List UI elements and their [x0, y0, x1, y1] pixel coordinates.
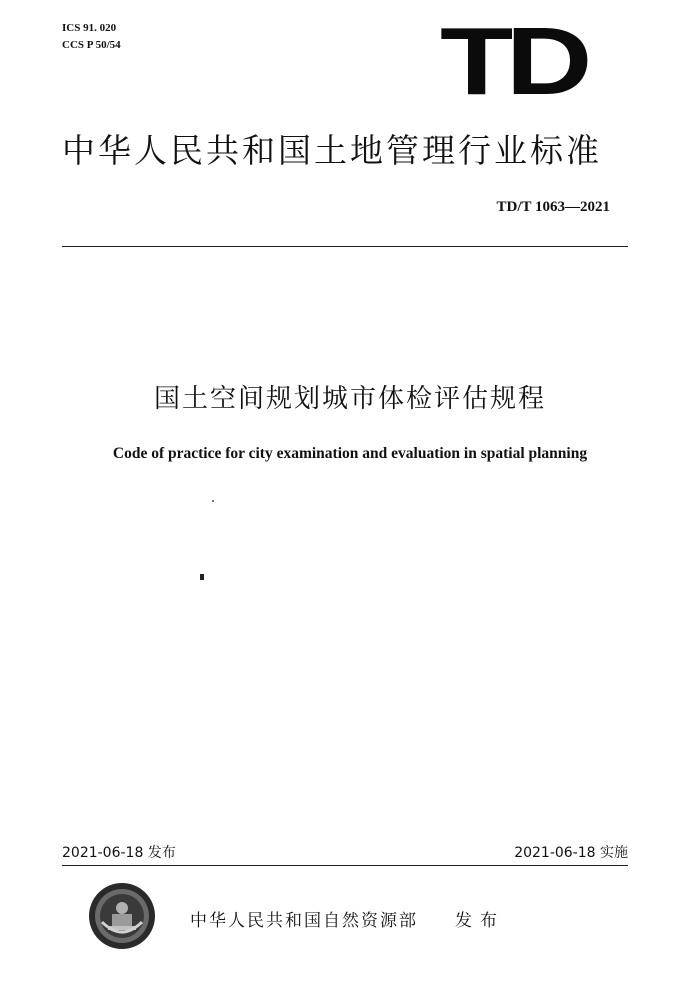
- scan-speck: [200, 574, 204, 580]
- issue-label: 发布: [455, 911, 505, 931]
- issue-date: 2021-06-18 发布: [62, 845, 176, 861]
- scan-speck: [212, 500, 214, 502]
- document-title-cn: 国土空间规划城市体检评估规程: [153, 384, 546, 414]
- ccs-code: CCS P 50/54: [62, 39, 121, 51]
- standard-code: TD/T 1063—2021: [496, 199, 610, 215]
- standard-category-title: 中华人民共和国土地管理行业标准: [62, 131, 602, 170]
- issuer-name: 中华人民共和国自然资源部: [190, 911, 418, 931]
- td-logo: TD: [440, 8, 585, 115]
- ministry-emblem-icon: [88, 882, 156, 950]
- classification-codes: [62, 20, 121, 54]
- top-divider: [62, 246, 628, 247]
- document-title-en: Code of practice for city examination and evaluation in spatial planning: [112, 445, 588, 462]
- bottom-divider: [62, 865, 628, 866]
- ics-code: ICS 91. 020: [62, 22, 117, 34]
- implementation-date: 2021-06-18 实施: [514, 845, 628, 861]
